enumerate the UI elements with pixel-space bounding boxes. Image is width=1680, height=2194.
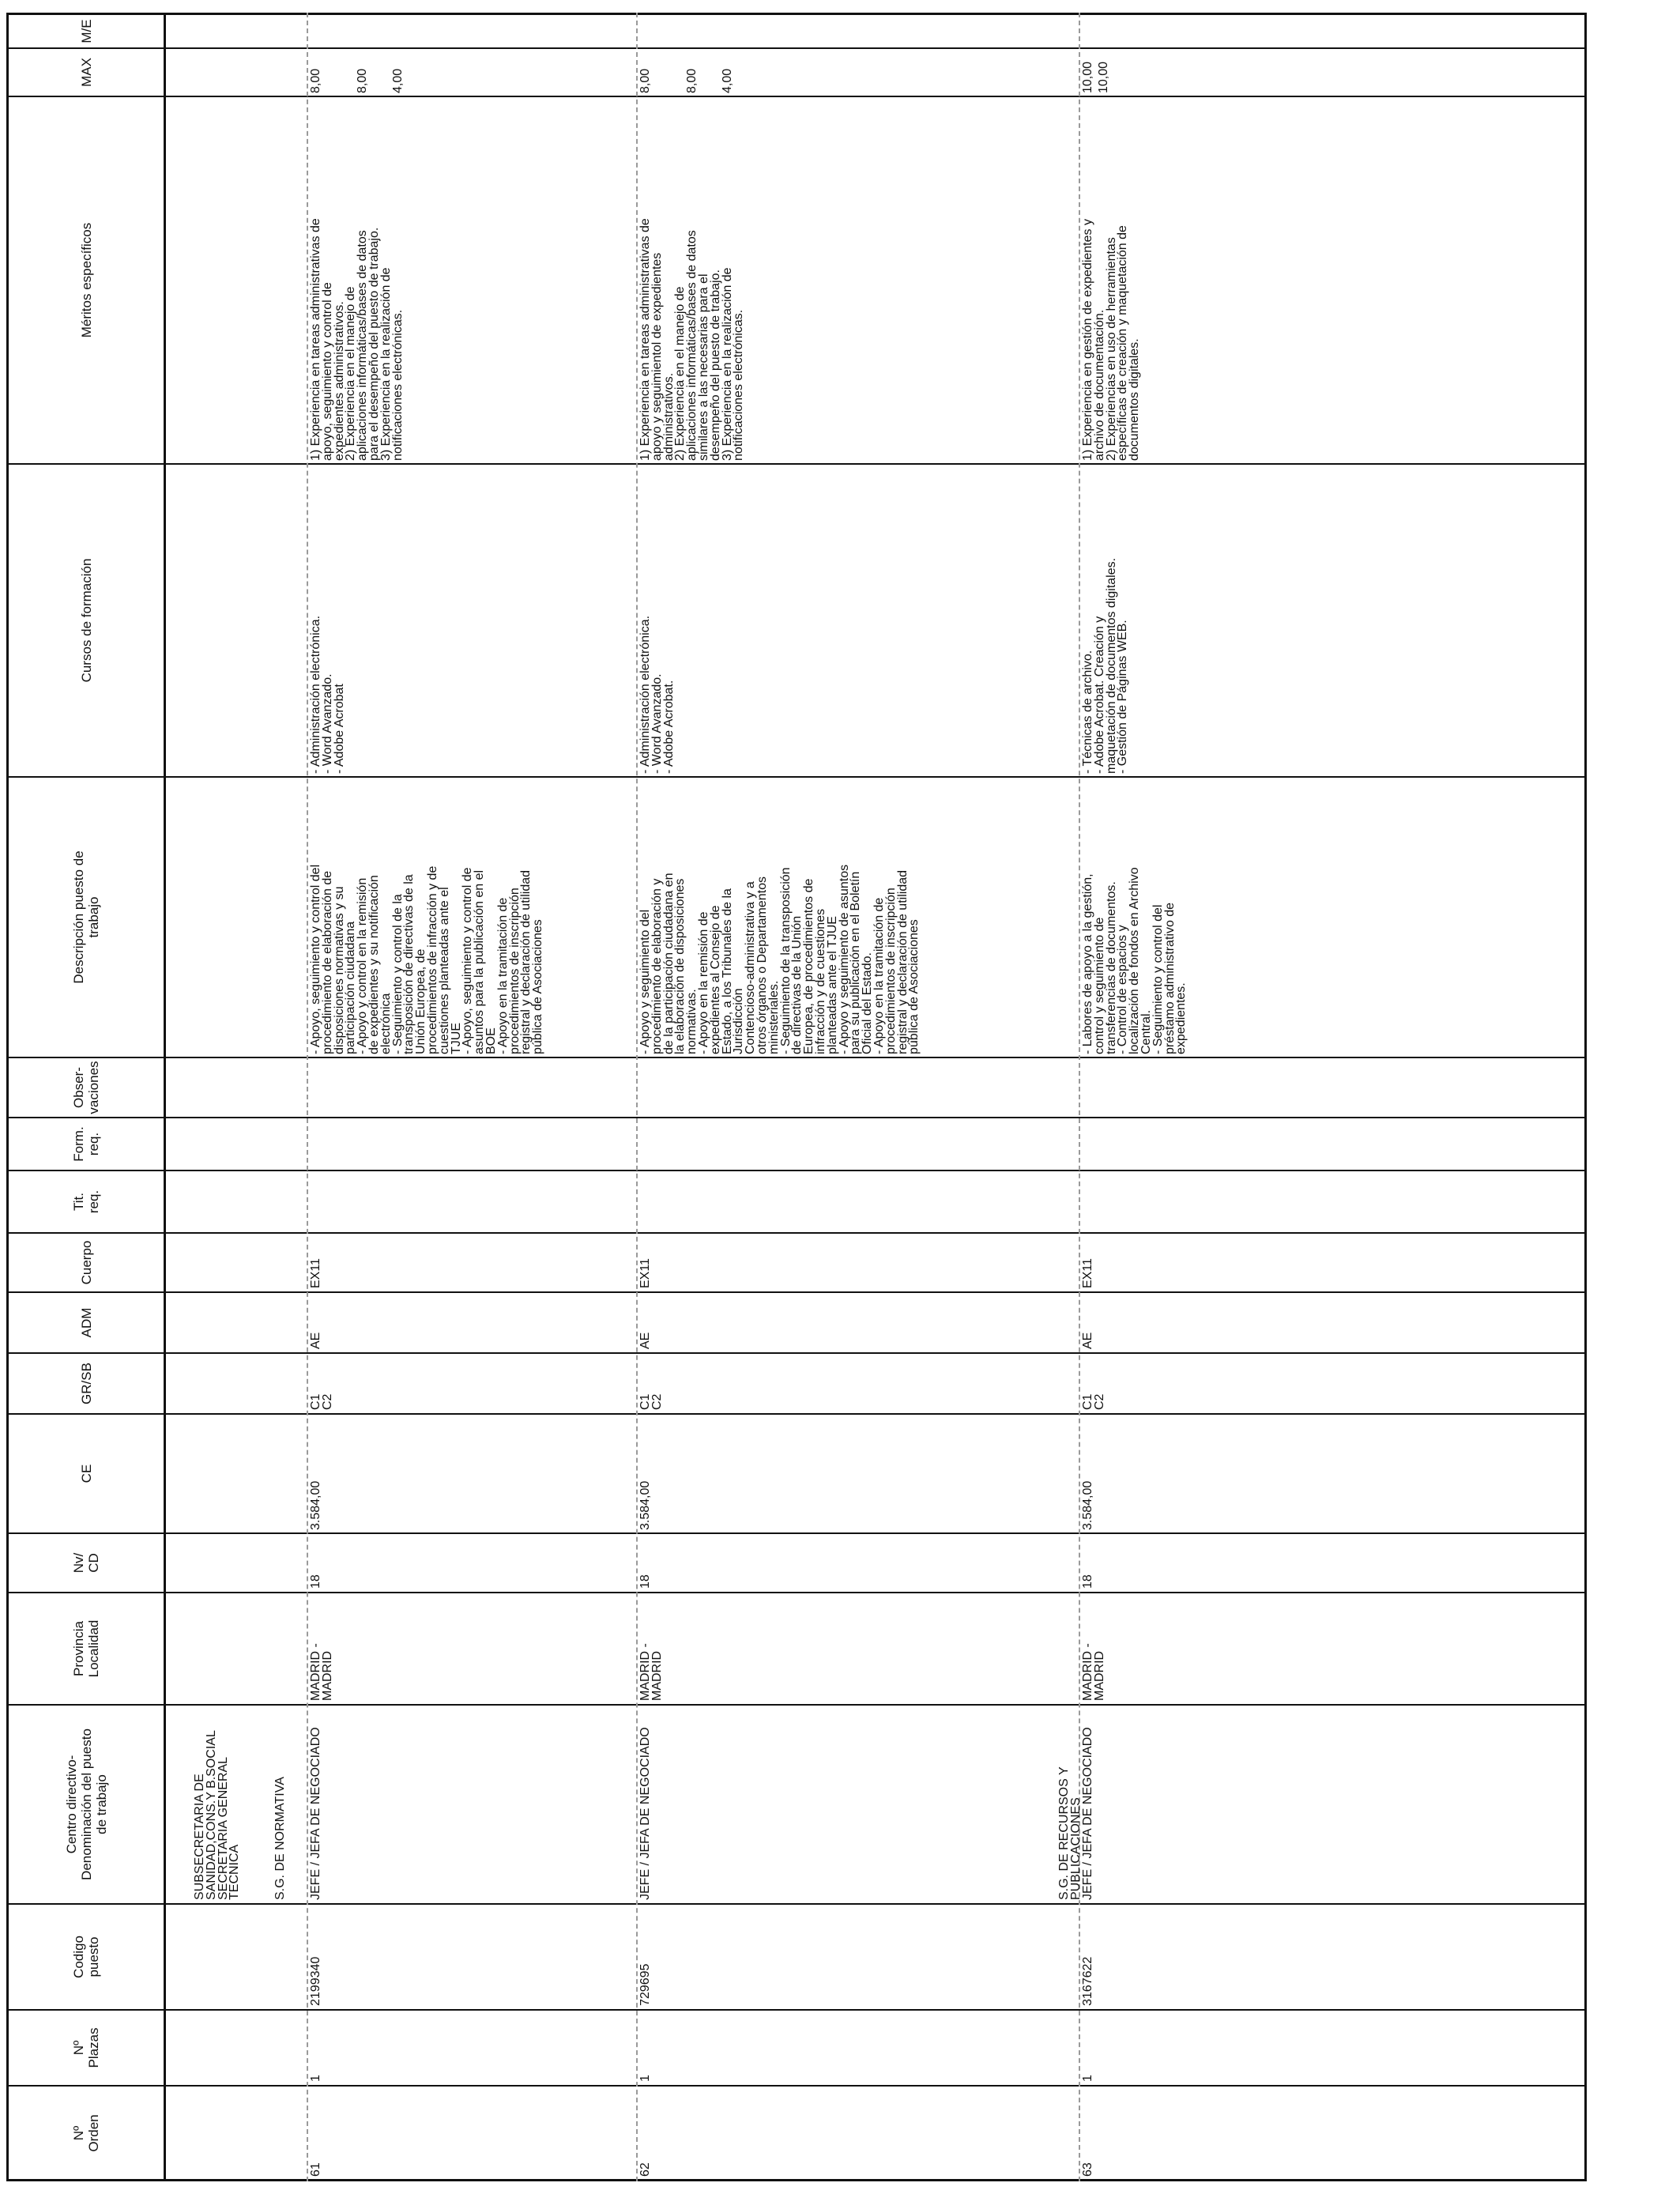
row-61-grupo: C1 C2 xyxy=(309,1393,334,1410)
centro-directivo: SUBSECRETARIA DE SANIDAD,CONS.Y B.SOCIAL SECRETARIA GENERAL TECNICA xyxy=(193,1730,242,1900)
row-61-adm: AE xyxy=(309,1332,322,1349)
row-62-puesto: JEFE / JEFA DE NEGOCIADO xyxy=(638,1727,652,1900)
frame-bottom xyxy=(1584,13,1587,2181)
col-sep xyxy=(6,47,1587,49)
header-provincia: Provincia Localidad xyxy=(71,1619,101,1678)
col-sep xyxy=(6,1057,1587,1058)
col-sep xyxy=(6,1232,1587,1234)
header-titulacion: Tit. req. xyxy=(71,1189,101,1214)
row-61-puesto: JEFE / JEFA DE NEGOCIADO xyxy=(309,1727,322,1900)
row-62-adm: AE xyxy=(638,1332,652,1349)
header-cursos: Cursos de formación xyxy=(78,558,94,683)
col-sep xyxy=(6,1170,1587,1171)
frame-left xyxy=(6,2179,1587,2181)
col-sep xyxy=(6,96,1587,97)
record-separator xyxy=(307,13,308,2181)
col-sep xyxy=(6,1592,1587,1593)
row-61-cursos: - Administración electrónica. - Word Avanzado. - Adobe Acrobat xyxy=(309,615,346,774)
header-ce: CE xyxy=(78,1464,94,1483)
row-63-max-1: 10,00 xyxy=(1081,61,1094,93)
header-nivel: Nv/ CD xyxy=(71,1552,101,1574)
col-sep xyxy=(6,1532,1587,1534)
row-62-cuerpo: EX11 xyxy=(638,1258,652,1288)
row-62-max-2: 8,00 xyxy=(685,68,699,93)
row-63-cuerpo: EX11 xyxy=(1081,1258,1094,1288)
row-61-ce: 3.584,00 xyxy=(309,1480,322,1530)
row-62-max-1: 8,00 xyxy=(638,68,652,93)
row-63-ce: 3.584,00 xyxy=(1081,1480,1094,1530)
header-centro: Centro directivo- Denominación del puesto de trabajo xyxy=(63,1728,109,1880)
row-63-descripcion: - Labores de apoyo a la gestión, control y seguimiento de transferencias de documentos. - Control de espacios y localización de fondos en Archivo Central. - Seguimiento y control del préstamo administrativo de expedientes. xyxy=(1081,867,1188,1054)
row-62-max-3: 4,00 xyxy=(721,68,734,93)
row-63-puesto: JEFE / JEFA DE NEGOCIADO xyxy=(1081,1727,1094,1900)
row-61-descripcion: - Apoyo, seguimiento y control del procedimiento de elaboración de disposiciones normativas y su participación ciudadana - Apoyo y control en la remisión de expedientes y su notificación electrónica - Seguimiento y control de la transposición de directivas de la Unión Europea, de procedimientos de infracción y de cuestiones planteadas ante el TJUE - Apoyo, seguimiento y control de asuntos para la publicación en el BOE - Apoyo en la tramitación de procedimientos de inscripción registral y declaración de utilidad pública de Asociaciones xyxy=(309,864,545,1054)
col-sep xyxy=(6,1413,1587,1415)
record-separator xyxy=(636,13,638,2181)
header-orden: Nº Orden xyxy=(71,2114,101,2152)
row-63-unidad: S.G. DE RECURSOS Y PUBLICACIONES xyxy=(1057,1766,1083,1900)
row-61-cuerpo: EX11 xyxy=(309,1258,322,1288)
col-sep xyxy=(6,463,1587,465)
col-sep xyxy=(6,1117,1587,1118)
header-plazas: Nº Plazas xyxy=(71,2027,101,2068)
row-63-adm: AE xyxy=(1081,1332,1094,1349)
row-61-provincia: MADRID - MADRID xyxy=(309,1643,334,1701)
row-62-plazas: 1 xyxy=(638,2075,652,2082)
row-62-grupo: C1 C2 xyxy=(638,1393,664,1410)
row-61-orden: 61 xyxy=(309,2162,322,2177)
row-61-max-1: 8,00 xyxy=(309,68,322,93)
row-62-codigo: 729695 xyxy=(638,1963,652,2006)
header-descripcion: Descripción puesto de trabajo xyxy=(71,850,101,984)
row-61-codigo: 2199340 xyxy=(309,1956,322,2006)
header-separator xyxy=(164,13,166,2181)
header-adm: ADM xyxy=(78,1307,94,1338)
row-62-cursos: - Administración electrónica. - Word Avanzado. - Adobe Acrobat. xyxy=(638,615,676,774)
row-62-meritos: 1) Experiencia en tareas administrativas de apoyo y seguimientol de expedientes administrativos. 2) Experiencia en el manejo de aplicaciones informáticas/bases de datos similares a las necesarias para el desempeño del puesto de trabajo. 3) Experiencia en la realización de notificaciones electrónicas. xyxy=(638,218,746,461)
row-63-nivel: 18 xyxy=(1081,1574,1094,1589)
header-codigo: Codigo puesto xyxy=(71,1936,101,1978)
row-63-meritos: 1) Experiencia en gestión de expedientes y archivo de documentación. 2) Experiencias en uso de herramientas específicas de creación y maquetación de documentos digitales. xyxy=(1081,219,1142,461)
row-61-meritos: 1) Experiencia en tareas administrativas de apoyo, seguimiento y control de expedientes administrativos. 2) Experiencia en el manejo de aplicaciones informáticas/bases de datos para el desempeño del puesto de trabajo. 3) Experiencia en la realización de notificaciones electrónicas. xyxy=(309,218,405,461)
row-63-provincia: MADRID - MADRID xyxy=(1081,1643,1106,1701)
row-63-orden: 63 xyxy=(1081,2162,1094,2177)
row-61-nivel: 18 xyxy=(309,1574,322,1589)
row-63-codigo: 3167622 xyxy=(1081,1956,1094,2006)
row-62-orden: 62 xyxy=(638,2162,652,2177)
row-63-cursos: - Técnicas de archivo. - Adobe Acrobat. Creación y maquetación de documentos digitales. - Gestión de Páginas WEB. xyxy=(1081,557,1130,774)
row-61-max-3: 4,00 xyxy=(391,68,405,93)
frame-right xyxy=(6,13,1587,15)
row-63-max-2: 10,00 xyxy=(1097,61,1110,93)
header-formacion: Form. req. xyxy=(71,1126,101,1162)
row-61-unidad: S.G. DE NORMATIVA xyxy=(273,1777,287,1900)
header-max: MAX xyxy=(78,58,94,87)
row-63-grupo: C1 C2 xyxy=(1081,1393,1106,1410)
row-62-descripcion: - Apoyo y seguimiento del procedimiento de elaboración y de la participación ciudadana en la elaboración de disposiciones normativas. - Apoyo en la remisión de expedientes al Consejo de Estado, a los Tribunales de la Jurisdicción Contencioso-administrativa y a otros órganos o Departamentos ministeriales. - Seguimiento de la transposición de directivas de la Unión Europea, de procedimientos de infracción y de cuestiones planteadas ante el TJUE - Apoyo y seguimiento de asuntos para su publicación en el Boletín Oficial del Estado. - Apoyo en la tramitación de procedimientos de inscripción registral y declaración de utilidad pública de Asociaciones xyxy=(638,864,921,1054)
header-cuerpo: Cuerpo xyxy=(78,1240,94,1285)
header-me: M/E xyxy=(78,19,94,43)
col-sep xyxy=(6,1704,1587,1706)
header-observaciones: Obser- vaciones xyxy=(71,1061,101,1114)
row-62-provincia: MADRID - MADRID xyxy=(638,1643,664,1701)
header-grupo: GR/SB xyxy=(78,1363,94,1404)
row-62-nivel: 18 xyxy=(638,1574,652,1589)
row-62-ce: 3.584,00 xyxy=(638,1480,652,1530)
row-63-plazas: 1 xyxy=(1081,2075,1094,2082)
col-sep xyxy=(6,2009,1587,2011)
row-61-plazas: 1 xyxy=(309,2075,322,2082)
col-sep xyxy=(6,2085,1587,2087)
col-sep xyxy=(6,1352,1587,1354)
col-sep xyxy=(6,1903,1587,1905)
row-61-max-2: 8,00 xyxy=(356,68,369,93)
col-sep xyxy=(6,1291,1587,1293)
header-meritos: Méritos específicos xyxy=(78,222,94,338)
